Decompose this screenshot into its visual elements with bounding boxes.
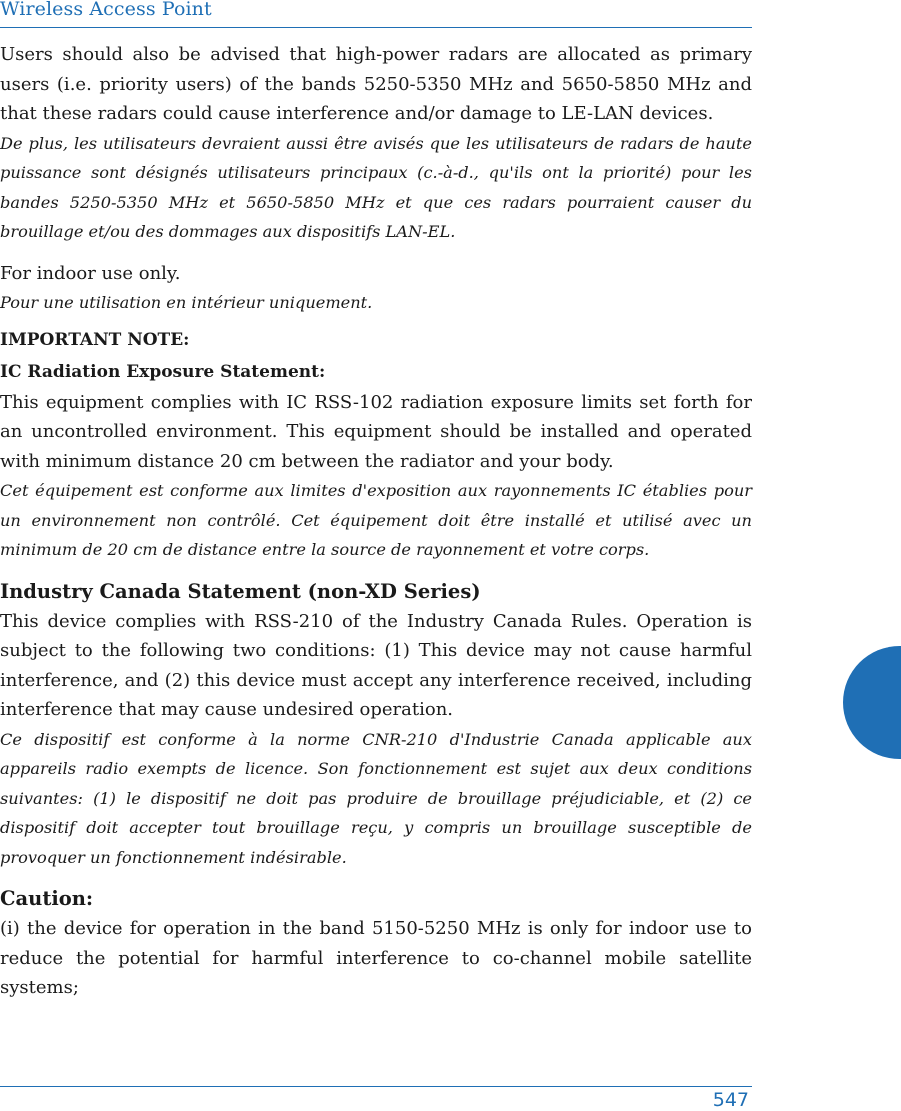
spacer xyxy=(0,872,752,884)
indoor-paragraph-en: For indoor use only. xyxy=(0,262,181,284)
document-body xyxy=(0,40,752,1003)
important-note-label: IMPORTANT NOTE: xyxy=(0,329,190,350)
caution-paragraph-en: (i) the device for operation in the band 5150-5250 MHz is only for indoor use to reduce the potential for harmful interference to co-channel mobile satellite systems; xyxy=(0,918,752,998)
radar-paragraph-en: Users should also be advised that high-power radars are allocated as primary users (i.e. priority users) of the bands 5250-5350 MHz and 5650-5850 MHz and that these radars could cause interference and/or damage to LE-LAN devices. xyxy=(0,44,752,124)
page-number: 547 xyxy=(712,1089,749,1111)
industry-canada-heading: Industry Canada Statement (non-XD Series) xyxy=(0,579,481,603)
ic-paragraph-en: This equipment complies with IC RSS-102 radiation exposure limits set forth for an uncontrolled environment. This equipment should be installed and operated with minimum distance 20 cm between the radiator and your body. xyxy=(0,391,752,472)
footer-divider xyxy=(0,1086,752,1087)
spacer xyxy=(0,247,752,259)
ic-paragraph-fr: Cet équipement est conforme aux limites d'exposition aux rayonnements IC établies pour un environnement non contrôlé. Cet équipement doit être installé et utilisé avec un minimum de 20 cm de distance entre la source de rayonnement et votre corps. xyxy=(0,481,752,559)
header-divider xyxy=(0,27,752,28)
industry-paragraph-en: This device complies with RSS-210 of the Industry Canada Rules. Operation is subject to the following two conditions: (1) This device may not cause harmful interference, and (2) this device must accept any interference received, including interference that may cause undesired operation. xyxy=(0,610,752,720)
chapter-tab-marker xyxy=(843,646,901,759)
ic-radiation-heading: IC Radiation Exposure Statement: xyxy=(0,361,326,382)
radar-paragraph-fr: De plus, les utilisateurs devraient aussi être avisés que les utilisateurs de radars de haute puissance sont désignés utilisateurs principaux (c.-à-d., qu'ils ont la priorité) pour les bandes 5250-5350 MHz et 5650-5850 MHz et que ces radars pourraient causer du brouillage et/ou des dommages aux dispositifs LAN-EL. xyxy=(0,133,752,241)
page-header-title: Wireless Access Point xyxy=(0,0,212,20)
caution-heading: Caution: xyxy=(0,887,94,910)
industry-paragraph-fr: Ce dispositif est conforme à la norme CNR-210 d'Industrie Canada applicable aux appareils radio exempts de licence. Son fonctionnement est sujet aux deux conditions suivantes: (1) le dispositif ne doit pas produire de brouillage préjudiciable, et (2) ce dispositif doit accepter tout brouillage reçu, y compris un brouillage susceptible de provoquer un fonctionnement indésirable. xyxy=(0,729,752,867)
spacer xyxy=(0,565,752,577)
indoor-paragraph-fr: Pour une utilisation en intérieur uniquement. xyxy=(0,293,373,312)
